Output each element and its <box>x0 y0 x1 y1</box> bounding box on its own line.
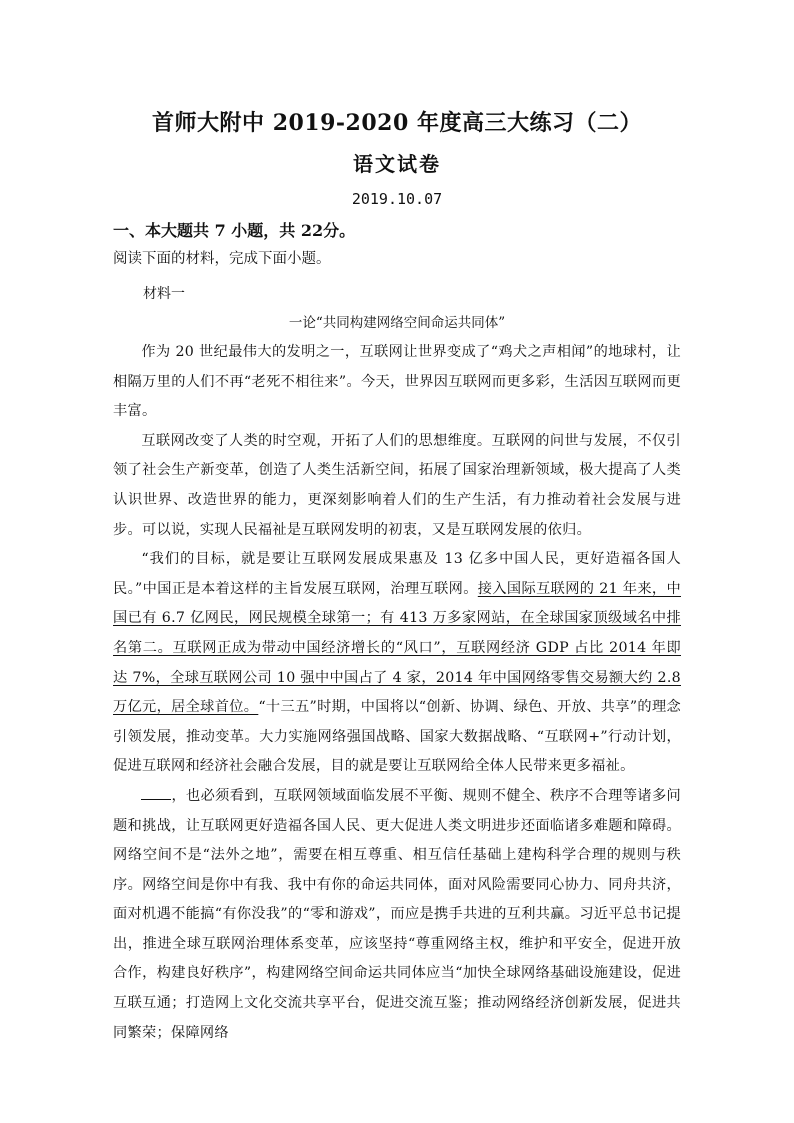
article-title: 一论“共同构建网络空间命运共同体” <box>288 315 506 331</box>
section-heading: 一、本大题共 7 小题，共 22分。 <box>113 221 356 240</box>
paragraph-1: 作为 20 世纪最伟大的发明之一，互联网让世界变成了“鸡犬之声相闻”的地球村，让相隔万里的人们不再“老死不相往来”。今天，世界因互联网而更多彩，生活因互联网而更丰富。 <box>113 344 681 420</box>
paragraph-3 <box>113 545 681 782</box>
paragraph-4 <box>113 782 681 1048</box>
material-label: 材料一 <box>143 286 185 302</box>
paragraph-2: 互联网改变了人类的时空观，开拓了人们的思想维度。互联网的问世与发展，不仅引领了社会生产新变革，创造了人类生活新空间，拓展了国家治理新领域，极大提高了人类认识世界、改造世界的能力，更深刻影响着人们的生产生活，有力推动着社会发展与进步。可以说，实现人民福祉是互联网发明的初衷，又是互联网发展的依归。 <box>113 432 681 538</box>
paragraph-3-start: “我们的目标，就是要让互联网发展成果惠及 13 亿多中国人民，更好造福各国人民。”中国正是本着这样的主旨发展互联网，治理互联网。 <box>113 551 681 597</box>
paragraph-4-text: ，也必须看到，互联网领域面临发展不平衡、规则不健全、秩序不合理等诸多问题和挑战，让互联网更好造福各国人民、更大促进人类文明进步还面临诸多难题和障碍。网络空间不是“法外之地”，需要在相互尊重、相互信任基础上建构科学合理的规则与秩序。网络空间是你中有我、我中有你的命运共同体，面对风险需要同心协力、同舟共济，面对机遇不能搞“有你没我”的“零和游戏”，而应是携手共进的互利共赢。习近平总书记提出，推进全球互联网治理体系变革，应该坚持“尊重网络主权，维护和平安全，促进开放合作，构建良好秩序”，构建网络空间命运共同体应当“加快全球网络基础设施建设，促进互联互通；打造网上文化交流共享平台，促进交流互鉴；推动网络经济创新发展，促进共同繁荣；保障网络 <box>113 787 681 1041</box>
exam-date: 2019.10.07 <box>351 190 443 208</box>
paragraph-3-end: “十三五”时期，中国将以“创新、协调、绿色、开放、共享”的理念引领发展，推动变革。大力实施网络强国战略、国家大数据战略、“互联网+”行动计划，促进互联网和经济社会融合发展，目的就是要让互联网给全体人民带来更多福祉。 <box>113 699 681 775</box>
instruction-text: 阅读下面的材料，完成下面小题。 <box>113 251 331 267</box>
exam-title: 首师大附中 2019-2020 年度高三大练习（二） <box>152 110 642 136</box>
exam-subtitle: 语文试卷 <box>353 152 441 176</box>
underlined-passage: 接入国际互联网的 21 年来，中国已有 6.7 亿网民，网民规模全球第一；有 413 万多家网站，在全球国家顶级域名中排名第二。互联网正成为带动中国经济增长的“风口”，互联网经济 GDP 占比 2014 年即达 7%，全球互联网公司 10 强中中国占了 4 家，2014 年中国网络零售交易额大约 2.8 万亿元，居全球首位。 <box>113 580 681 716</box>
article-body <box>113 338 681 1048</box>
fill-in-blank <box>141 785 171 800</box>
